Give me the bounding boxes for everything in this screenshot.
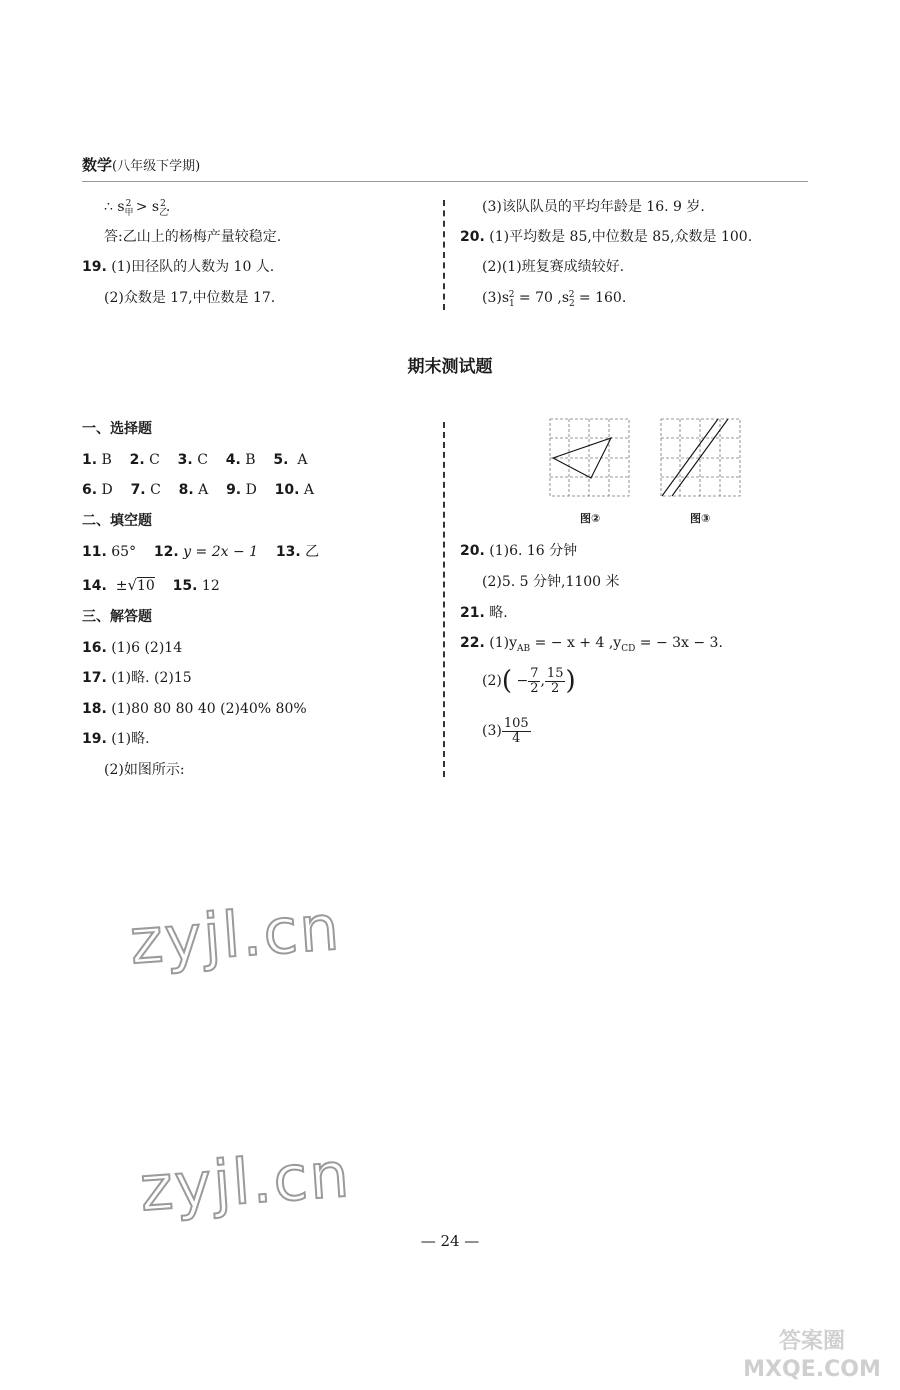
header-rule	[82, 181, 808, 182]
q20-top-part3: $(3)s_1^2 = 70$ $,s_2^2 = 160$.	[482, 290, 627, 309]
section-fill: 二、填空题	[82, 513, 152, 529]
choice-row-2: 6. D 7. C 8. A 9. D 10. A	[82, 482, 315, 498]
section-title: 期末测试题	[407, 357, 493, 377]
figure-3-line-1	[662, 419, 718, 496]
figure-3-caption: 图③	[690, 512, 711, 525]
header-grade: (八年级下学期)	[112, 159, 201, 174]
q19-part2: (2)如图所示:	[104, 762, 185, 778]
q22-part3: (3) $\frac{105}{4}$	[482, 715, 529, 746]
q17: 17. (1)略. (2)15	[82, 670, 192, 686]
fill-row-2: 14. ±√10 15. 12	[82, 576, 220, 594]
header-subject: 数学	[82, 156, 113, 174]
watermark-1: zyjl.cn	[127, 890, 344, 979]
fill-row-1: 11. 65° 12. y = 2x − 1 13. 乙	[82, 544, 320, 560]
q18: 18. (1)80 80 80 40 (2)40% 80%	[82, 701, 307, 717]
lower-column-divider	[443, 422, 445, 777]
top-column-divider	[443, 200, 445, 310]
running-header	[82, 156, 200, 176]
q20-top-part2: (2)(1)班复赛成绩较好.	[482, 259, 625, 275]
figure-2-grid	[549, 418, 631, 498]
q22: 22. $(1)y_{AB}$ = − x + 4 $,y_{CD}$ = − 3x − 3.	[460, 635, 723, 654]
q19-top: 19. (1)田径队的人数为 10 人.	[82, 259, 275, 275]
page-number: — 24 —	[420, 1232, 480, 1250]
q16: 16. (1)6 (2)14	[82, 640, 183, 656]
q18-part3: (3)该队队员的平均年龄是 16. 9 岁.	[482, 199, 705, 215]
variance-comparison: ∴ $s_甲^2 > s_乙^2$.	[104, 199, 171, 218]
section-choice: 一、选择题	[82, 421, 152, 437]
corner-watermark: 答案圈 MXQE.COM	[743, 1329, 881, 1382]
figure-3-grid	[660, 418, 742, 498]
q22-part2: (2)( − $\frac{7}{2}$ , $\frac{15}{2}$ )	[482, 665, 576, 696]
q20-top: 20. (1)平均数是 85,中位数是 85,众数是 100.	[460, 229, 753, 245]
answer-line: 答:乙山上的杨梅产量较稳定.	[104, 229, 282, 245]
q20-part2: (2)5. 5 分钟,1100 米	[482, 574, 620, 590]
q21: 21. 略.	[460, 605, 508, 621]
q19: 19. (1)略.	[82, 731, 150, 747]
watermark-2: zyjl.cn	[137, 1137, 354, 1226]
section-solve: 三、解答题	[82, 609, 152, 625]
figure-2-caption: 图②	[580, 512, 601, 525]
q19-top-part2: (2)众数是 17,中位数是 17.	[104, 290, 276, 306]
q20: 20. (1)6. 16 分钟	[460, 543, 578, 559]
choice-row-1: 1. B 2. C 3. C 4. B 5. A	[82, 452, 308, 468]
